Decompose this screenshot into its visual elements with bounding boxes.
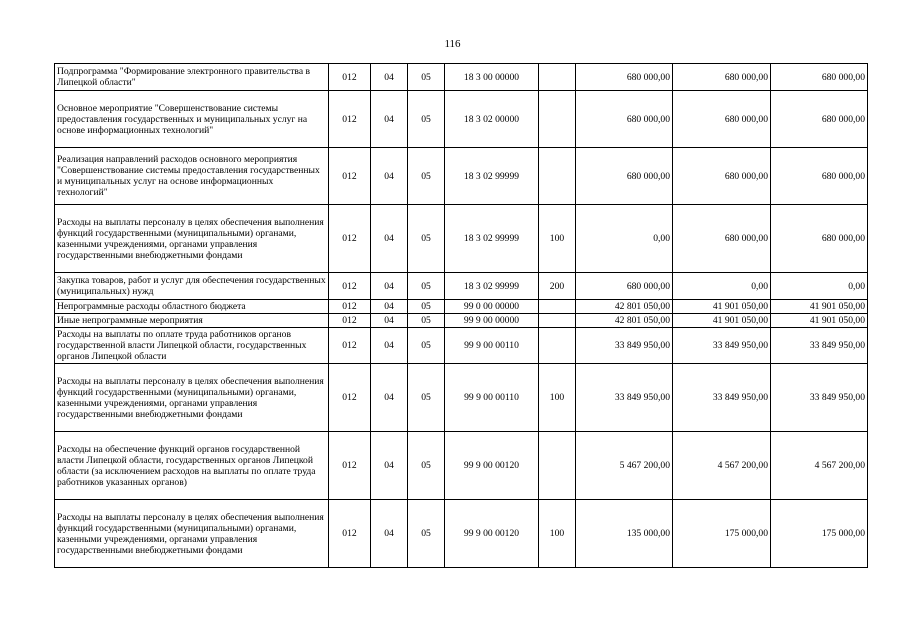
target-article-cell: 99 9 00 00120 xyxy=(445,432,539,500)
target-article-cell: 18 3 00 00000 xyxy=(445,64,539,91)
amount-year2-cell: 680 000,00 xyxy=(673,148,771,205)
section-code-cell: 04 xyxy=(371,64,408,91)
target-article-cell: 18 3 02 99999 xyxy=(445,148,539,205)
amount-year2-cell: 680 000,00 xyxy=(673,64,771,91)
subsection-code-cell: 05 xyxy=(408,300,445,314)
amount-year1-cell: 42 801 050,00 xyxy=(576,314,673,328)
section-code-cell: 04 xyxy=(371,364,408,432)
amount-year3-cell: 680 000,00 xyxy=(771,148,868,205)
section-code-cell: 04 xyxy=(371,432,408,500)
subsection-code-cell: 05 xyxy=(408,148,445,205)
amount-year1-cell: 680 000,00 xyxy=(576,273,673,300)
amount-year3-cell: 175 000,00 xyxy=(771,500,868,568)
table-row xyxy=(55,64,868,91)
expense-type-cell: 100 xyxy=(539,205,576,273)
target-article-cell: 99 9 00 00120 xyxy=(445,500,539,568)
amount-year1-cell: 42 801 050,00 xyxy=(576,300,673,314)
row-name-cell: Расходы на выплаты по оплате труда работников органов государственной власти Липецкой области, государственных органов Липецкой области xyxy=(55,328,329,364)
amount-year2-cell: 4 567 200,00 xyxy=(673,432,771,500)
subsection-code-cell: 05 xyxy=(408,91,445,148)
amount-year1-cell: 135 000,00 xyxy=(576,500,673,568)
amount-year3-cell: 33 849 950,00 xyxy=(771,364,868,432)
subsection-code-cell: 05 xyxy=(408,432,445,500)
expense-type-cell: 200 xyxy=(539,273,576,300)
admin-code-cell: 012 xyxy=(329,64,371,91)
row-name-cell: Закупка товаров, работ и услуг для обеспечения государственных (муниципальных) нужд xyxy=(55,273,329,300)
admin-code-cell: 012 xyxy=(329,91,371,148)
subsection-code-cell: 05 xyxy=(408,328,445,364)
amount-year1-cell: 680 000,00 xyxy=(576,64,673,91)
expense-type-cell xyxy=(539,91,576,148)
section-code-cell: 04 xyxy=(371,500,408,568)
amount-year3-cell: 41 901 050,00 xyxy=(771,300,868,314)
admin-code-cell: 012 xyxy=(329,148,371,205)
table-row xyxy=(55,205,868,273)
expense-type-cell xyxy=(539,148,576,205)
expense-type-cell xyxy=(539,64,576,91)
subsection-code-cell: 05 xyxy=(408,205,445,273)
amount-year3-cell: 0,00 xyxy=(771,273,868,300)
section-code-cell: 04 xyxy=(371,205,408,273)
expense-type-cell xyxy=(539,432,576,500)
amount-year3-cell: 33 849 950,00 xyxy=(771,328,868,364)
subsection-code-cell: 05 xyxy=(408,500,445,568)
amount-year1-cell: 33 849 950,00 xyxy=(576,328,673,364)
admin-code-cell: 012 xyxy=(329,328,371,364)
amount-year3-cell: 680 000,00 xyxy=(771,91,868,148)
table-row xyxy=(55,364,868,432)
amount-year2-cell: 41 901 050,00 xyxy=(673,314,771,328)
section-code-cell: 04 xyxy=(371,328,408,364)
row-name-cell: Реализация направлений расходов основного мероприятия "Совершенствование системы предоставления государственных и муниципальных услуг на основе информационных технологий" xyxy=(55,148,329,205)
target-article-cell: 18 3 02 99999 xyxy=(445,273,539,300)
expense-type-cell: 100 xyxy=(539,364,576,432)
section-code-cell: 04 xyxy=(371,148,408,205)
subsection-code-cell: 05 xyxy=(408,273,445,300)
row-name-cell: Основное мероприятие "Совершенствование системы предоставления государственных и муниципальных услуг на основе информационных технологий" xyxy=(55,91,329,148)
row-name-cell: Расходы на выплаты персоналу в целях обеспечения выполнения функций государственными (муниципальными) органами, казенными учреждениями, органами управления государственными внебюджетными фондами xyxy=(55,500,329,568)
admin-code-cell: 012 xyxy=(329,273,371,300)
amount-year3-cell: 680 000,00 xyxy=(771,64,868,91)
subsection-code-cell: 05 xyxy=(408,64,445,91)
amount-year2-cell: 33 849 950,00 xyxy=(673,328,771,364)
amount-year3-cell: 4 567 200,00 xyxy=(771,432,868,500)
amount-year2-cell: 0,00 xyxy=(673,273,771,300)
subsection-code-cell: 05 xyxy=(408,364,445,432)
budget-table-body xyxy=(55,64,868,568)
admin-code-cell: 012 xyxy=(329,432,371,500)
admin-code-cell: 012 xyxy=(329,500,371,568)
admin-code-cell: 012 xyxy=(329,364,371,432)
amount-year2-cell: 680 000,00 xyxy=(673,91,771,148)
subsection-code-cell: 05 xyxy=(408,314,445,328)
amount-year1-cell: 0,00 xyxy=(576,205,673,273)
expense-type-cell xyxy=(539,300,576,314)
table-row xyxy=(55,91,868,148)
amount-year1-cell: 33 849 950,00 xyxy=(576,364,673,432)
expense-type-cell xyxy=(539,314,576,328)
amount-year3-cell: 680 000,00 xyxy=(771,205,868,273)
amount-year2-cell: 41 901 050,00 xyxy=(673,300,771,314)
target-article-cell: 99 0 00 00000 xyxy=(445,300,539,314)
amount-year3-cell: 41 901 050,00 xyxy=(771,314,868,328)
page-number: 116 xyxy=(444,38,461,50)
table-row xyxy=(55,148,868,205)
amount-year1-cell: 5 467 200,00 xyxy=(576,432,673,500)
budget-table xyxy=(54,63,868,568)
amount-year2-cell: 680 000,00 xyxy=(673,205,771,273)
target-article-cell: 99 9 00 00110 xyxy=(445,328,539,364)
target-article-cell: 18 3 02 99999 xyxy=(445,205,539,273)
table-row xyxy=(55,314,868,328)
table-row xyxy=(55,300,868,314)
table-row xyxy=(55,500,868,568)
row-name-cell: Подпрограмма "Формирование электронного правительства в Липецкой области" xyxy=(55,64,329,91)
section-code-cell: 04 xyxy=(371,300,408,314)
row-name-cell: Расходы на обеспечение функций органов государственной власти Липецкой области, государственных органов Липецкой области (за исключением расходов на выплаты по оплате труда работников указанных органов) xyxy=(55,432,329,500)
row-name-cell: Непрограммные расходы областного бюджета xyxy=(55,300,329,314)
section-code-cell: 04 xyxy=(371,314,408,328)
section-code-cell: 04 xyxy=(371,273,408,300)
target-article-cell: 99 9 00 00110 xyxy=(445,364,539,432)
amount-year1-cell: 680 000,00 xyxy=(576,91,673,148)
amount-year1-cell: 680 000,00 xyxy=(576,148,673,205)
section-code-cell: 04 xyxy=(371,91,408,148)
expense-type-cell xyxy=(539,328,576,364)
admin-code-cell: 012 xyxy=(329,314,371,328)
table-row xyxy=(55,273,868,300)
row-name-cell: Иные непрограммные мероприятия xyxy=(55,314,329,328)
target-article-cell: 18 3 02 00000 xyxy=(445,91,539,148)
row-name-cell: Расходы на выплаты персоналу в целях обеспечения выполнения функций государственными (муниципальными) органами, казенными учреждениями, органами управления государственными внебюджетными фондами xyxy=(55,364,329,432)
amount-year2-cell: 175 000,00 xyxy=(673,500,771,568)
table-row xyxy=(55,328,868,364)
expense-type-cell: 100 xyxy=(539,500,576,568)
table-row xyxy=(55,432,868,500)
row-name-cell: Расходы на выплаты персоналу в целях обеспечения выполнения функций государственными (муниципальными) органами, казенными учреждениями, органами управления государственными внебюджетными фондами xyxy=(55,205,329,273)
admin-code-cell: 012 xyxy=(329,300,371,314)
amount-year2-cell: 33 849 950,00 xyxy=(673,364,771,432)
admin-code-cell: 012 xyxy=(329,205,371,273)
target-article-cell: 99 9 00 00000 xyxy=(445,314,539,328)
